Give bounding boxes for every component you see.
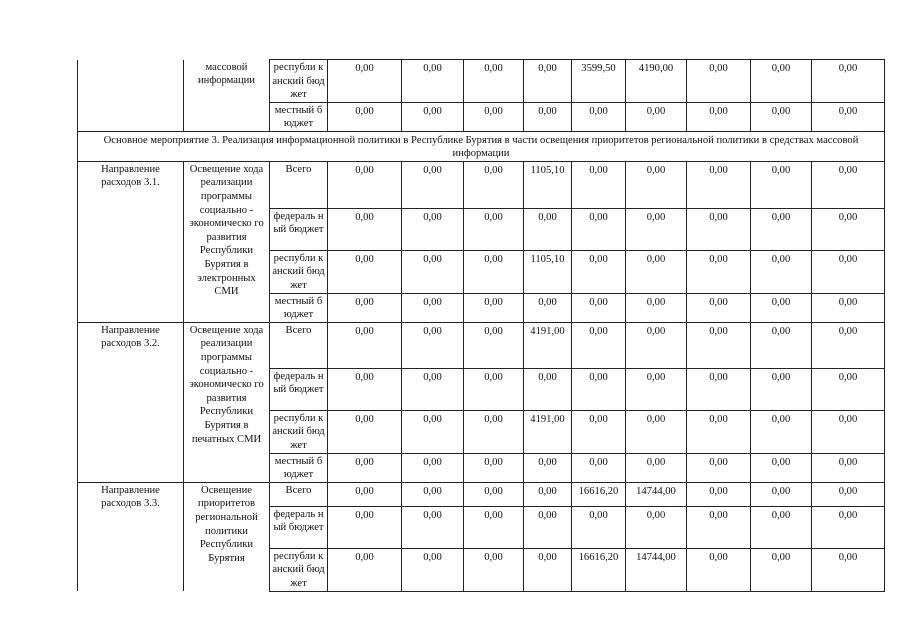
value-cell: 0,00 (572, 453, 626, 482)
value-cell: 0,00 (328, 161, 402, 208)
value-cell: 0,00 (626, 368, 687, 410)
value-cell: 0,00 (751, 453, 812, 482)
value-cell: 0,00 (402, 453, 464, 482)
table-row (78, 322, 885, 368)
value-cell: 0,00 (751, 410, 812, 453)
value-cell: 4191,00 (524, 410, 572, 453)
value-cell: 0,00 (687, 293, 751, 322)
funding-source-cell: федераль ный бюджет (270, 208, 328, 250)
value-cell: 0,00 (402, 60, 464, 103)
value-cell: 0,00 (572, 368, 626, 410)
value-cell: 0,00 (402, 410, 464, 453)
value-cell: 0,00 (751, 322, 812, 368)
value-cell: 0,00 (464, 368, 524, 410)
value-cell: 0,00 (524, 368, 572, 410)
value-cell: 14744,00 (626, 548, 687, 591)
value-cell: 0,00 (328, 482, 402, 506)
value-cell: 0,00 (328, 102, 402, 131)
value-cell: 0,00 (402, 482, 464, 506)
value-cell: 0,00 (812, 506, 885, 548)
value-cell: 16616,20 (572, 548, 626, 591)
value-cell: 0,00 (464, 102, 524, 131)
value-cell: 0,00 (572, 506, 626, 548)
value-cell: 0,00 (626, 322, 687, 368)
value-cell: 0,00 (328, 60, 402, 103)
value-cell: 0,00 (464, 322, 524, 368)
funding-source-cell: республи канский бюджет (270, 60, 328, 103)
value-cell: 0,00 (464, 548, 524, 591)
direction-label: Направление расходов 3.2. (78, 322, 184, 482)
value-cell: 0,00 (402, 250, 464, 293)
value-cell: 0,00 (687, 482, 751, 506)
value-cell: 16616,20 (572, 482, 626, 506)
value-cell: 0,00 (626, 161, 687, 208)
direction-label: Направление расходов 3.1. (78, 161, 184, 322)
funding-source-cell: Всего (270, 322, 328, 368)
value-cell: 0,00 (751, 293, 812, 322)
funding-source-cell: Всего (270, 161, 328, 208)
value-cell: 0,00 (812, 368, 885, 410)
value-cell: 0,00 (751, 506, 812, 548)
value-cell: 0,00 (402, 548, 464, 591)
value-cell: 0,00 (751, 208, 812, 250)
value-cell: 0,00 (572, 293, 626, 322)
value-cell: 3599,50 (572, 60, 626, 103)
funding-source-cell: республи канский бюджет (270, 250, 328, 293)
value-cell: 0,00 (687, 410, 751, 453)
value-cell: 0,00 (812, 161, 885, 208)
value-cell: 0,00 (328, 410, 402, 453)
value-cell: 0,00 (687, 322, 751, 368)
value-cell: 0,00 (328, 322, 402, 368)
purpose-cell: Освещение приоритетов региональной политики Республики Бурятия (184, 482, 270, 591)
funding-source-cell: местный бюджет (270, 453, 328, 482)
value-cell: 0,00 (402, 102, 464, 131)
value-cell: 0,00 (524, 482, 572, 506)
value-cell: 0,00 (524, 293, 572, 322)
value-cell: 0,00 (402, 322, 464, 368)
value-cell: 0,00 (687, 548, 751, 591)
value-cell: 0,00 (626, 293, 687, 322)
value-cell: 0,00 (402, 368, 464, 410)
value-cell: 0,00 (328, 208, 402, 250)
value-cell: 0,00 (751, 482, 812, 506)
value-cell: 1105,10 (524, 250, 572, 293)
value-cell: 0,00 (572, 322, 626, 368)
value-cell: 0,00 (572, 410, 626, 453)
value-cell: 0,00 (464, 161, 524, 208)
value-cell: 0,00 (687, 506, 751, 548)
funding-source-cell: местный бюджет (270, 293, 328, 322)
funding-source-cell: федераль ный бюджет (270, 368, 328, 410)
value-cell: 0,00 (524, 506, 572, 548)
value-cell: 0,00 (812, 322, 885, 368)
direction-cell (78, 60, 184, 132)
value-cell: 0,00 (687, 161, 751, 208)
value-cell: 0,00 (328, 293, 402, 322)
value-cell: 0,00 (464, 208, 524, 250)
value-cell: 0,00 (328, 368, 402, 410)
value-cell: 4190,00 (626, 60, 687, 103)
value-cell: 0,00 (464, 60, 524, 103)
value-cell: 0,00 (626, 410, 687, 453)
value-cell: 0,00 (402, 161, 464, 208)
value-cell: 0,00 (464, 293, 524, 322)
value-cell: 0,00 (464, 482, 524, 506)
funding-source-cell: республи канский бюджет (270, 410, 328, 453)
funding-source-cell: местный бюджет (270, 102, 328, 131)
value-cell: 0,00 (464, 453, 524, 482)
value-cell: 0,00 (687, 453, 751, 482)
value-cell: 0,00 (812, 548, 885, 591)
value-cell: 0,00 (626, 250, 687, 293)
value-cell: 0,00 (524, 60, 572, 103)
value-cell: 0,00 (626, 453, 687, 482)
value-cell: 0,00 (751, 368, 812, 410)
purpose-cell: массовой информации (184, 60, 270, 132)
value-cell: 0,00 (626, 208, 687, 250)
value-cell: 0,00 (572, 102, 626, 131)
value-cell: 4191,00 (524, 322, 572, 368)
value-cell: 0,00 (812, 410, 885, 453)
table-row (78, 131, 885, 161)
value-cell: 0,00 (626, 102, 687, 131)
funding-source-cell: Всего (270, 482, 328, 506)
value-cell: 1105,10 (524, 161, 572, 208)
funding-source-cell: республи канский бюджет (270, 548, 328, 591)
value-cell: 0,00 (524, 102, 572, 131)
value-cell: 0,00 (572, 161, 626, 208)
purpose-cell: Освещение хода реализации программы социально - экономическо го развития Республики Бурятия в печатных СМИ (184, 322, 270, 482)
value-cell: 0,00 (751, 60, 812, 103)
table-row (78, 161, 885, 208)
funding-source-cell: федераль ный бюджет (270, 506, 328, 548)
value-cell: 0,00 (812, 60, 885, 103)
value-cell: 0,00 (328, 506, 402, 548)
table-row (78, 482, 885, 506)
value-cell: 0,00 (328, 250, 402, 293)
value-cell: 0,00 (812, 293, 885, 322)
direction-label: Направление расходов 3.3. (78, 482, 184, 591)
value-cell: 0,00 (626, 506, 687, 548)
value-cell: 0,00 (402, 506, 464, 548)
value-cell: 0,00 (751, 102, 812, 131)
purpose-cell: Освещение хода реализации программы социально - экономическо го развития Республики Бурятия в электронных СМИ (184, 161, 270, 322)
value-cell: 0,00 (751, 250, 812, 293)
value-cell: 0,00 (687, 368, 751, 410)
value-cell: 0,00 (572, 208, 626, 250)
value-cell: 0,00 (402, 208, 464, 250)
value-cell: 0,00 (812, 102, 885, 131)
value-cell: 0,00 (328, 548, 402, 591)
budget-table (77, 59, 885, 592)
value-cell: 0,00 (687, 250, 751, 293)
value-cell: 0,00 (687, 102, 751, 131)
value-cell: 0,00 (812, 453, 885, 482)
value-cell: 0,00 (464, 506, 524, 548)
value-cell: 0,00 (524, 208, 572, 250)
value-cell: 0,00 (687, 208, 751, 250)
value-cell: 0,00 (751, 161, 812, 208)
value-cell: 0,00 (687, 60, 751, 103)
value-cell: 0,00 (464, 250, 524, 293)
value-cell: 0,00 (751, 548, 812, 591)
value-cell: 0,00 (812, 482, 885, 506)
value-cell: 0,00 (572, 250, 626, 293)
value-cell: 0,00 (812, 250, 885, 293)
value-cell: 14744,00 (626, 482, 687, 506)
value-cell: 0,00 (812, 208, 885, 250)
value-cell: 0,00 (328, 453, 402, 482)
table-row (78, 60, 885, 103)
value-cell: 0,00 (464, 410, 524, 453)
value-cell: 0,00 (524, 453, 572, 482)
value-cell: 0,00 (524, 548, 572, 591)
value-cell: 0,00 (402, 293, 464, 322)
section-header: Основное мероприятие 3. Реализация информационной политики в Республике Бурятия в части освещения приоритетов региональной политики в средствах массовой информации (78, 131, 885, 161)
